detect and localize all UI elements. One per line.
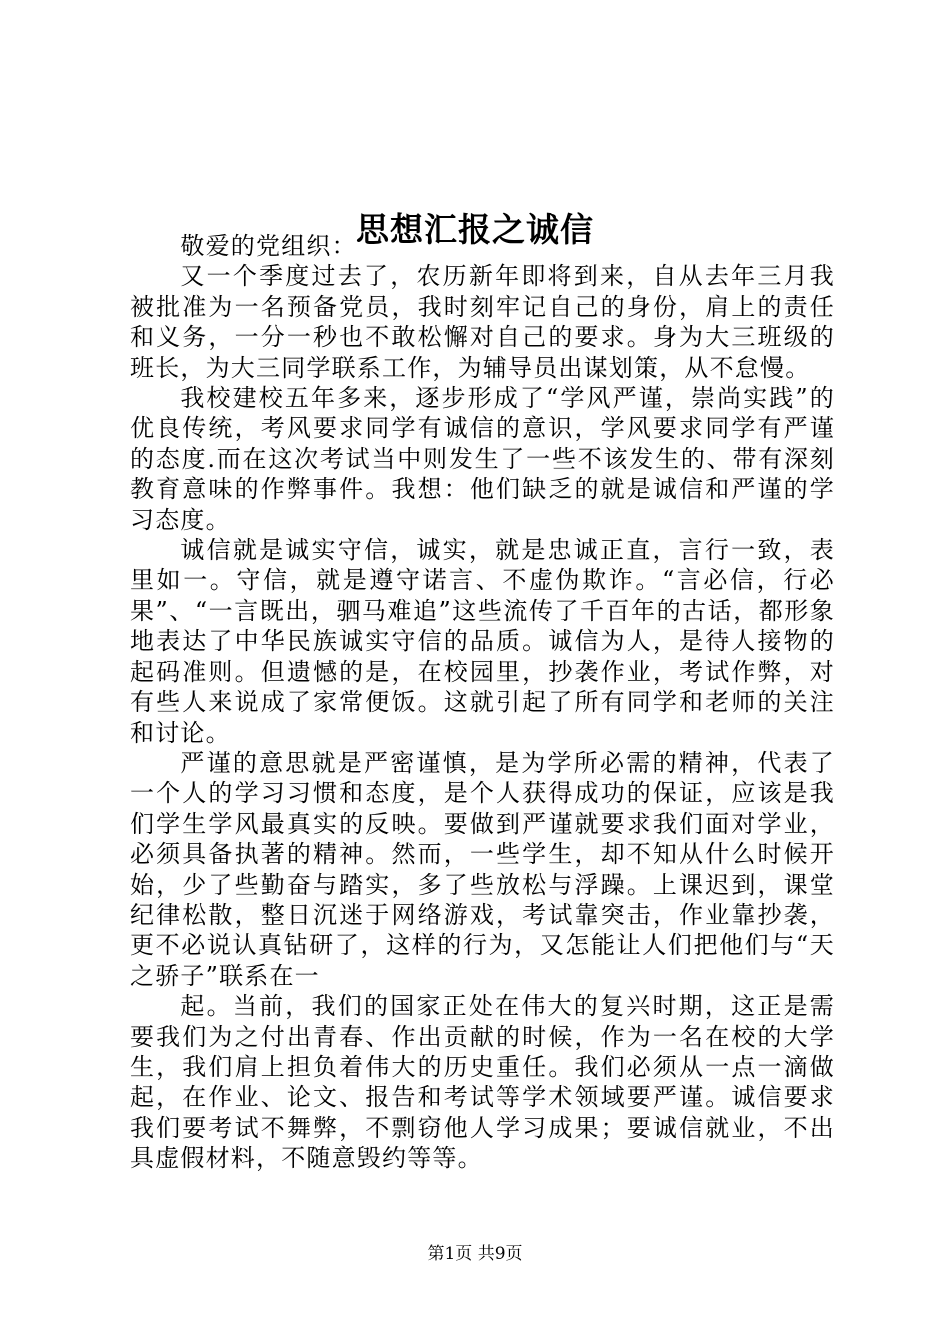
document-title: 思想汇报之诚信: [356, 210, 594, 250]
page-indicator: 第1页 共9页: [427, 1244, 523, 1264]
paragraph-5: 起。当前，我们的国家正处在伟大的复兴时期，这正是需要我们为之付出青春、作出贡献的时候，作为一名在校的大学生，我们肩上担负着伟大的历史重任。我们必须从一点一滴做起，在作业、论文、报告和考试等学术领域要严谨。诚信要求我们要考试不舞弊，不剽窃他人学习成果；要诚信就业，不出具虚假材料，不随意毁约等等。: [130, 992, 835, 1173]
document-body: [130, 231, 835, 1174]
salutation: 敬爱的党组织：: [180, 232, 357, 260]
paragraph-4: 严谨的意思就是严密谨慎，是为学所必需的精神，代表了一个人的学习习惯和态度，是个人获得成功的保证，应该是我们学生学风最真实的反映。要做到严谨就要求我们面对学业，必须具备执著的精神。然而，一些学生，却不知从什么时候开始，少了些勤奋与踏实，多了些放松与浮躁。上课迟到，课堂纪律松散，整日沉迷于网络游戏，考试靠突击，作业靠抄袭，更不必说认真钻研了，这样的行为，又怎能让人们把他们与“天之骄子”联系在一: [130, 748, 835, 990]
page-footer: [0, 1242, 950, 1266]
paragraph-3: 诚信就是诚实守信，诚实，就是忠诚正直，言行一致，表里如一。守信，就是遵守诺言、不虚伪欺诈。“言必信，行必果”、“一言既出，驷马难追”这些流传了千百年的古话，都形象地表达了中华民族诚实守信的品质。诚信为人，是待人接物的起码准则。但遗憾的是，在校园里，抄袭作业，考试作弊，对有些人来说成了家常便饭。这就引起了所有同学和老师的关注和讨论。: [130, 536, 835, 747]
paragraph-2: 我校建校五年多来，逐步形成了“学风严谨，崇尚实践”的优良传统，考风要求同学有诚信的意识，学风要求同学有严谨的态度.而在这次考试当中则发生了一些不该发生的、带有深刻教育意味的作弊事件。我想：他们缺乏的就是诚信和严谨的学习态度。: [130, 384, 835, 534]
paragraph-1: 又一个季度过去了，农历新年即将到来，自从去年三月我被批准为一名预备党员，我时刻牢记自己的身份，肩上的责任和义务，一分一秒也不敢松懈对自己的要求。身为大三班级的班长，为大三同学联系工作，为辅导员出谋划策，从不怠慢。: [130, 262, 835, 382]
